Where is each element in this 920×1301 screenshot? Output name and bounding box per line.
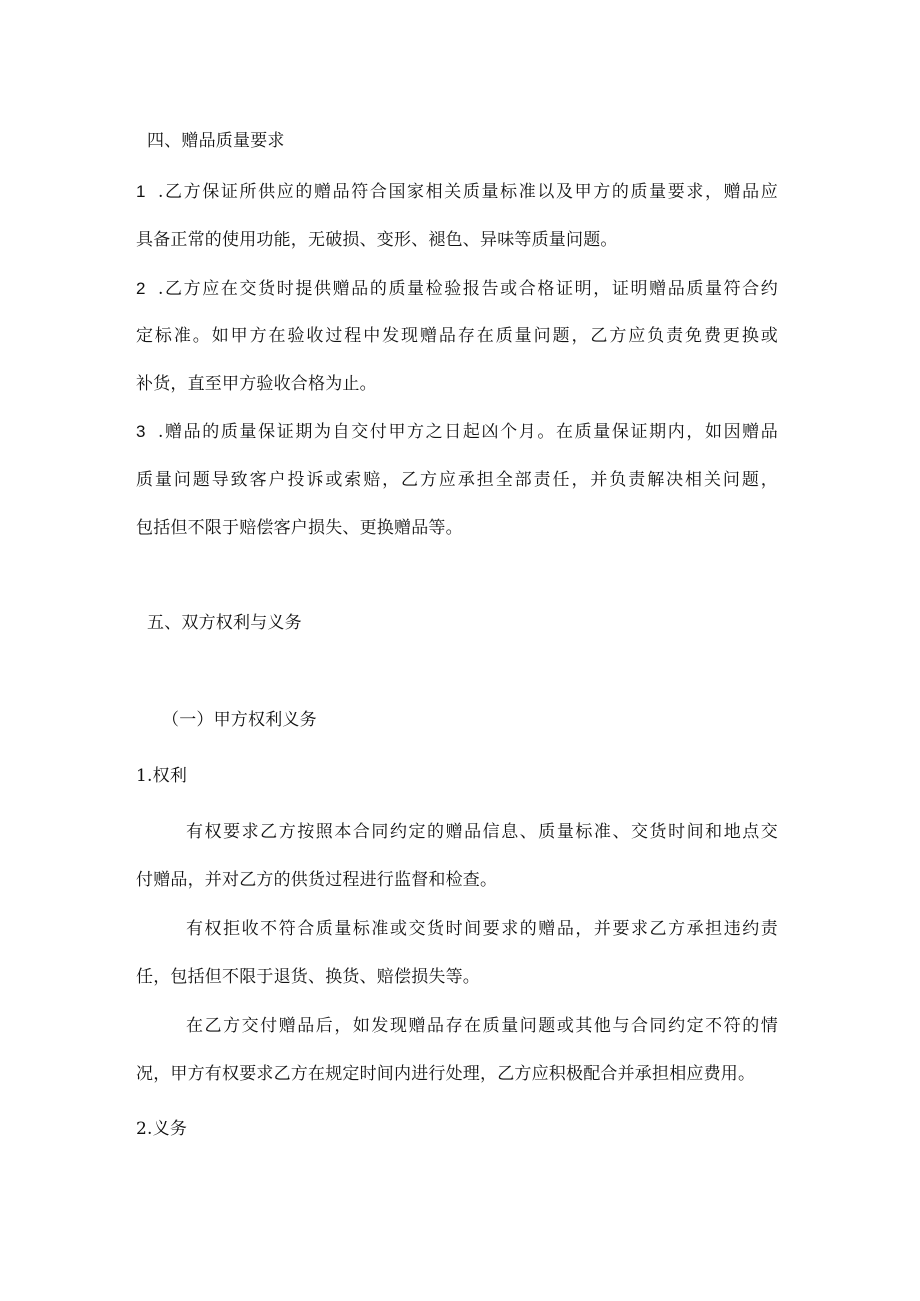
section-4-heading: 四、赠品质量要求 — [147, 131, 285, 151]
clause-4-1-text-1: .乙方保证所供应的赠品符合国家相关质量标准以及甲方的质量要求，赠品应 — [158, 182, 778, 202]
clause-4-2-number: 2 — [136, 279, 146, 298]
clause-4-3-number: 3 — [136, 422, 146, 441]
clause-4-2-line-2: 定标准。如甲方在验收过程中发现赠品存在质量问题，乙方应负责免费更换或 — [136, 326, 778, 346]
section-5-sub1-heading: （一）甲方权利义务 — [162, 710, 317, 730]
right-2-line-1: 有权拒收不符合质量标准或交货时间要求的赠品，并要求乙方承担违约责 — [186, 919, 778, 939]
right-3-line-1: 在乙方交付赠品后，如发现赠品存在质量问题或其他与合同约定不符的情 — [186, 1016, 778, 1036]
clause-4-2-line-1 — [136, 277, 778, 301]
right-3-line-2: 况，甲方有权要求乙方在规定时间内进行处理，乙方应积极配合并承担相应费用。 — [136, 1064, 756, 1084]
clause-4-3-line-3: 包括但不限于赔偿客户损失、更换赠品等。 — [136, 518, 463, 538]
clause-4-1-line-2: 具备正常的使用功能，无破损、变形、褪色、异味等质量问题。 — [136, 230, 618, 250]
rights-title: 1.权利 — [136, 766, 188, 786]
clause-4-3-line-1 — [136, 420, 778, 444]
clause-4-2-text-1: .乙方应在交货时提供赠品的质量检验报告或合格证明，证明赠品质量符合约 — [158, 279, 778, 299]
duties-title: 2.义务 — [136, 1119, 188, 1139]
clause-4-1-line-1 — [136, 180, 778, 204]
clause-4-1-number: 1 — [136, 182, 146, 201]
right-2-line-2: 任，包括但不限于退货、换货、赔偿损失等。 — [136, 967, 480, 987]
clause-4-3-line-2: 质量问题导致客户投诉或索赔，乙方应承担全部责任，并负责解决相关问题， — [136, 470, 778, 490]
right-1-line-2: 付赠品，并对乙方的供货过程进行监督和检查。 — [136, 870, 498, 890]
section-5-heading: 五、双方权利与义务 — [147, 613, 302, 633]
clause-4-3-text-1: .赠品的质量保证期为自交付甲方之日起凶个月。在质量保证期内，如因赠品 — [158, 422, 778, 442]
right-1-line-1: 有权要求乙方按照本合同约定的赠品信息、质量标准、交货时间和地点交 — [186, 822, 778, 842]
clause-4-2-line-3: 补货，直至甲方验收合格为止。 — [136, 374, 377, 394]
